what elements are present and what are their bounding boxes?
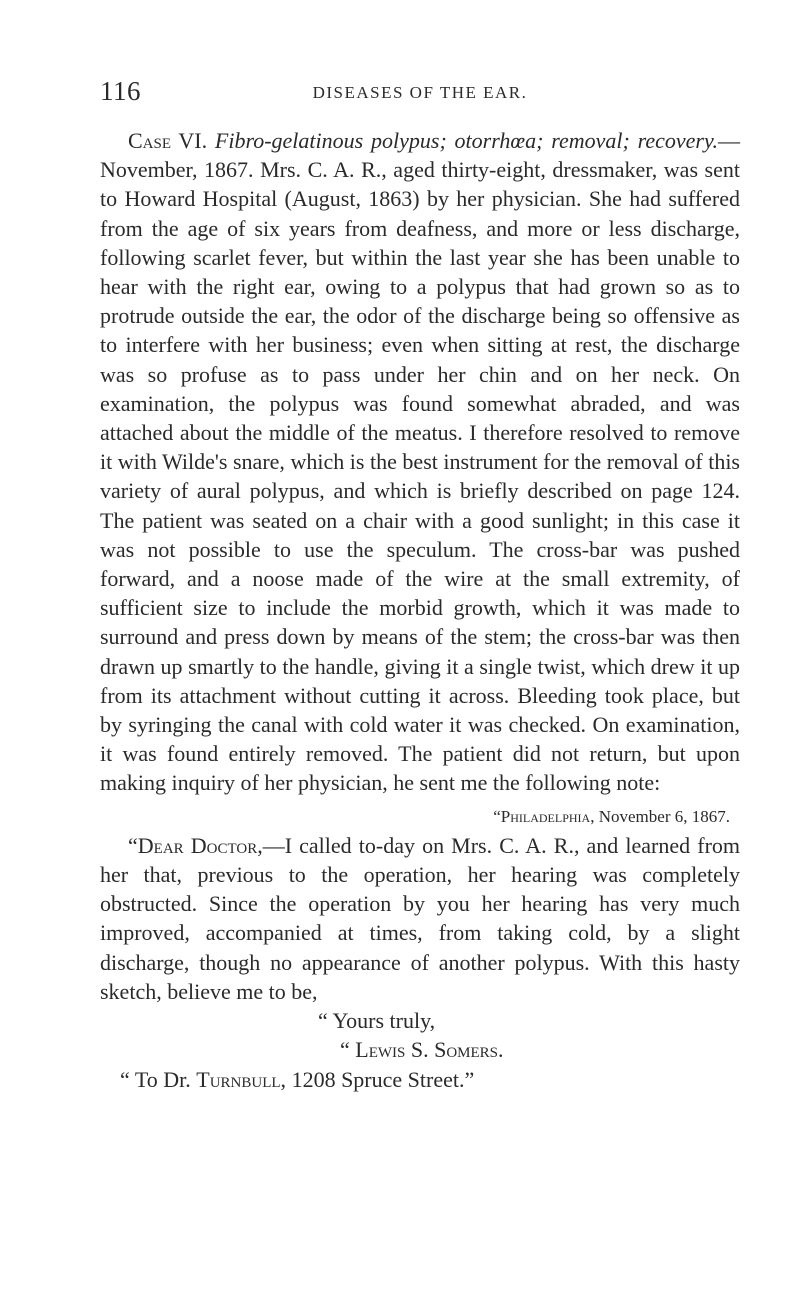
letter-paragraph bbox=[100, 831, 740, 1006]
case-title: Fibro-gelatinous polypus; otorrhœa; removal; recovery. bbox=[214, 128, 719, 153]
letter-closing: “ Yours truly, bbox=[318, 1008, 436, 1034]
dateline-place: “Philadelphia, bbox=[493, 806, 595, 826]
case-paragraph bbox=[100, 126, 740, 798]
case-label: Case VI. bbox=[128, 128, 208, 153]
address-name: Turnbull, bbox=[196, 1066, 287, 1092]
letter-dateline bbox=[100, 802, 740, 831]
running-title: DISEASES OF THE EAR. bbox=[312, 83, 528, 102]
address-rest: 1208 Spruce Street.” bbox=[286, 1066, 475, 1092]
running-head bbox=[100, 76, 740, 116]
page-body bbox=[100, 126, 740, 1094]
letter-signature: “ Lewis S. Somers. bbox=[340, 1037, 504, 1063]
dateline-date: November 6, 1867. bbox=[594, 806, 730, 826]
letter-body: —I called to-day on Mrs. C. A. R., and learned from her that, previous to the operation, her hearing was completely obstructed. Since the operation by you her hearing has very much improved, accompanied at times, from taking cold, by a slight discharge, though no appearance of another polypus. With this hasty sketch, believe me to be, bbox=[100, 832, 741, 1004]
case-body: —November, 1867. Mrs. C. A. R., aged thirty-eight, dressmaker, was sent to Howard Hospital (August, 1863) by her physician. She had suffered from the age of six years from deafness, and more or less discharge, following scarlet fever, but within the last year she has been unable to hear with the right ear, owing to a polypus that had grown so as to protrude outside the ear, the odor of the discharge being so offensive as to interfere with her business; even when sitting at rest, the discharge was so profuse as to pass under her chin and on her neck. On examination, the polypus was found somewhat abraded, and was attached about the middle of the meatus. I therefore resolved to remove it with Wilde's snare, which is the best instrument for the removal of this variety of aural polypus, and which is briefly described on page 124. The patient was seated on a chair with a good sunlight; in this case it was not possible to use the speculum. The cross-bar was pushed forward, and a noose made of the wire at the small extremity, of sufficient size to include the morbid growth, which it was made to surround and press down by means of the stem; the cross-bar was then drawn up smartly to the handle, giving it a single twist, which drew it up from its attachment without cutting it across. Bleeding took place, but by syringing the canal with cold water it was checked. On examination, it was found entirely removed. The patient did not return, but upon making inquiry of her physician, he sent me the following note: bbox=[100, 128, 741, 796]
page-number: 116 bbox=[100, 76, 141, 106]
letter-address bbox=[100, 1065, 740, 1094]
address-prefix: “ To Dr. bbox=[120, 1066, 197, 1092]
letter-salutation: “Dear Doctor, bbox=[128, 832, 263, 858]
